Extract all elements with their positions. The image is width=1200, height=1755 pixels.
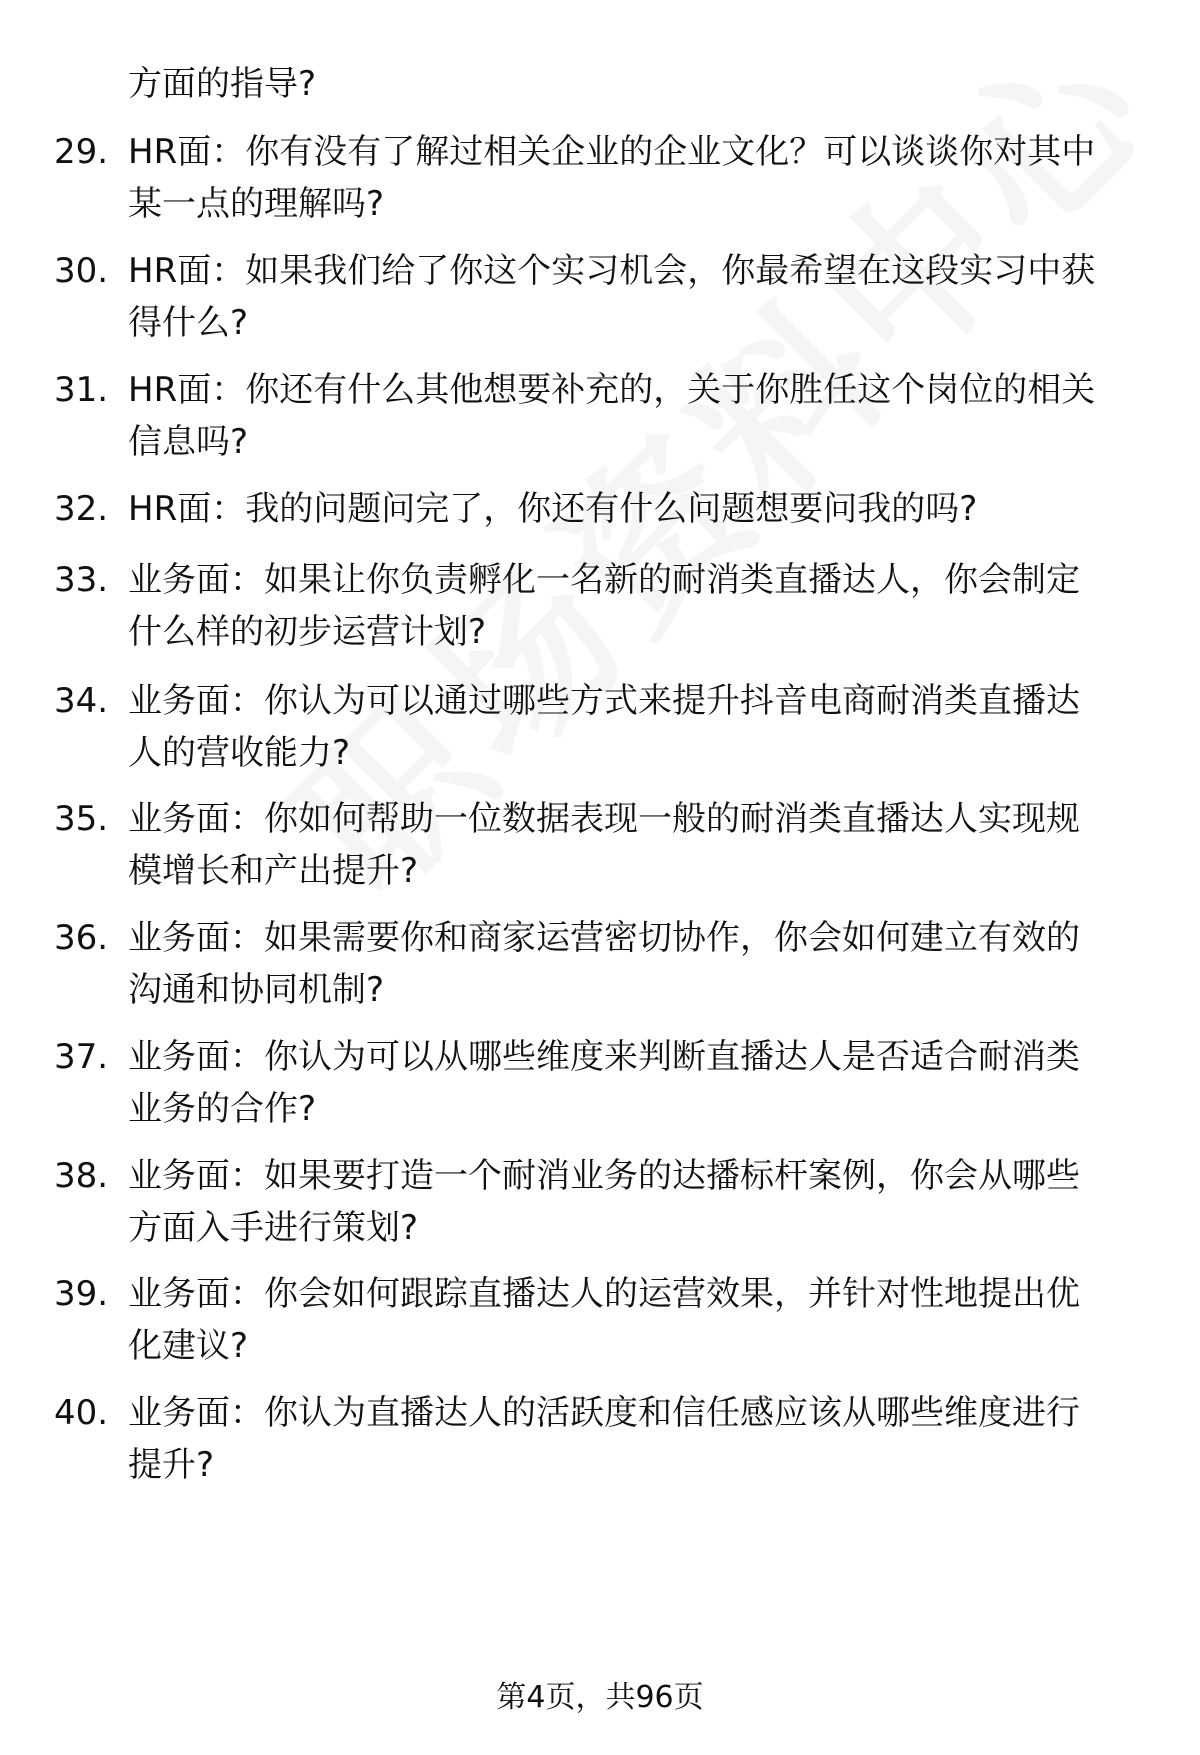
item-number: 33. [54,560,109,600]
item-text: 业务面：你如何帮助一位数据表现一般的耐消类直播达人实现规 模增长和产出提升? [128,799,1080,891]
item-text: 业务面：你会如何跟踪直播达人的运营效果，并针对性地提出优 化建议? [128,1274,1080,1366]
item-text: HR面：我的问题问完了，你还有什么问题想要问我的吗? [128,489,978,529]
item-text: 业务面：如果让你负责孵化一名新的耐消类直播达人，你会制定 什么样的初步运营计划? [128,560,1080,652]
item-text: 业务面：如果要打造一个耐消业务的达播标杆案例，你会从哪些 方面入手进行策划? [128,1156,1080,1248]
item-text: 业务面：你认为可以通过哪些方式来提升抖音电商耐消类直播达 人的营收能力? [128,681,1080,773]
item-number: 34. [54,681,109,721]
item-text: HR面：你还有什么其他想要补充的，关于你胜任这个岗位的相关 信息吗? [128,370,1096,462]
item-number: 40. [54,1393,109,1433]
item-text: HR面：你有没有了解过相关企业的企业文化？可以谈谈你对其中 某一点的理解吗? [128,132,1096,224]
item-number: 35. [54,799,109,839]
item-number: 39. [54,1274,109,1314]
item-number: 36. [54,918,109,958]
item-number: 38. [54,1156,109,1196]
item-number: 32. [54,489,109,529]
item-text: HR面：如果我们给了你这个实习机会，你最希望在这段实习中获 得什么? [128,251,1096,343]
item-text: 业务面：你认为直播达人的活跃度和信任感应该从哪些维度进行 提升? [128,1393,1080,1485]
item-number: 37. [54,1037,109,1077]
item-number: 29. [54,132,109,172]
item-text: 业务面：如果需要你和商家运营密切协作，你会如何建立有效的 沟通和协同机制? [128,918,1080,1010]
continued-text: 方面的指导? [128,64,317,104]
item-number: 31. [54,370,109,410]
page-footer: 第4页，共96页 [496,1680,704,1715]
item-text: 业务面：你认为可以从哪些维度来判断直播达人是否适合耐消类 业务的合作? [128,1037,1080,1129]
item-number: 30. [54,251,109,291]
